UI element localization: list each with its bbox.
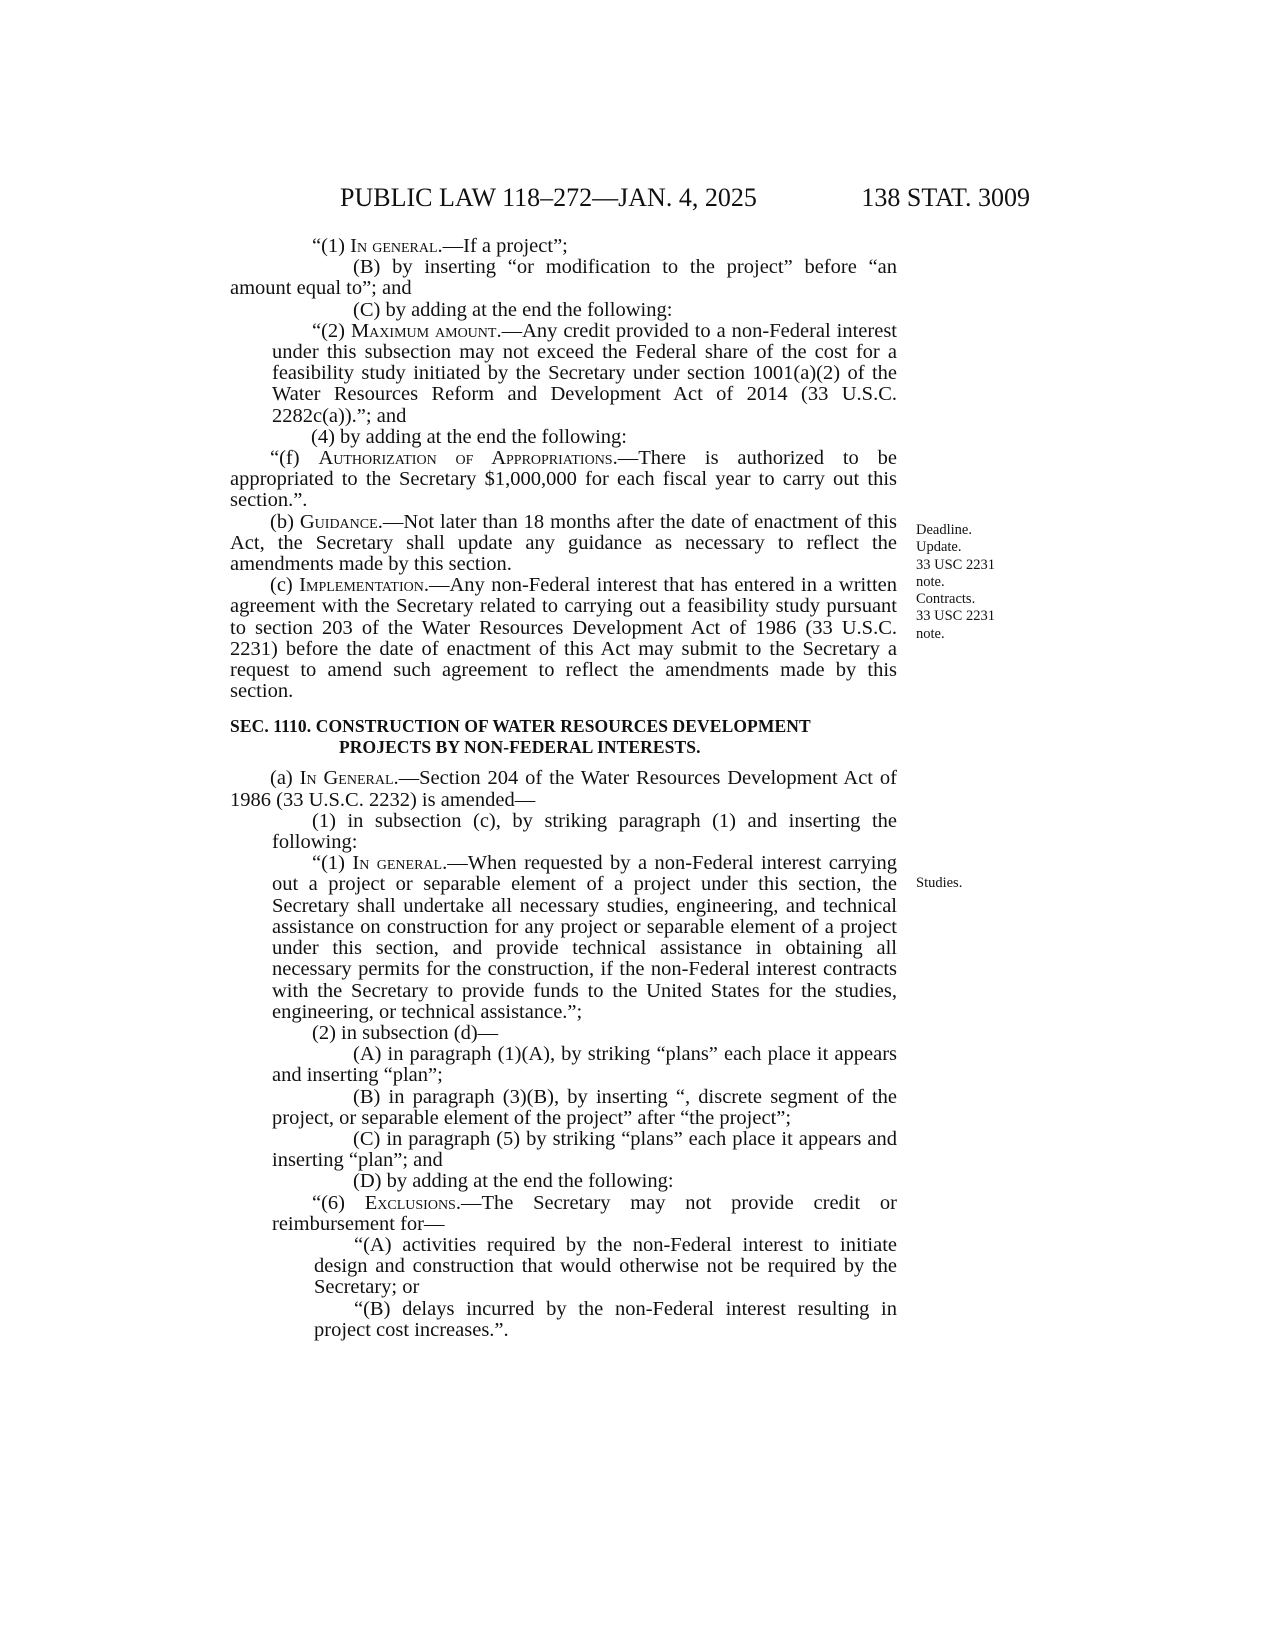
paragraph-d-adding: (D) by adding at the end the following: [353, 1170, 674, 1193]
margin-note-contracts: Contracts. 33 USC 2231 note. [916, 591, 995, 642]
paragraph-heading: Implementation [299, 574, 424, 597]
section-heading-line-2: PROJECTS BY NON-FEDERAL INTERESTS. [339, 737, 701, 758]
margin-note-deadline: Deadline. Update. 33 USC 2231 note. [916, 522, 995, 590]
paragraph-quoted-1-in-general-studies: “(1) In general.—When requested by a non-Federal interest carrying out a project or separable element of a project under this section, the Secretary shall undertake all necessary studies, engineering, and technical assistance on construction for any project or separable element of a project under this section, and provide technical assistance in obtaining all necessary permits for the construction, if the non-Federal interest contracts with the Secretary to provide funds to the United States for the studies, engineering, or technical assistance.”; [272, 852, 897, 1023]
body-text-column [230, 236, 897, 1341]
section-heading [230, 716, 897, 758]
paragraph-quoted-a-activities: “(A) activities required by the non-Federal interest to initiate design and construction that would otherwise not be required by the Secretary; or [314, 1233, 897, 1299]
paragraph-quoted-b-delays: “(B) delays incurred by the non-Federal interest resulting in project cost increases.”. [314, 1297, 897, 1341]
paragraph-c-plans: (C) in paragraph (5) by striking “plans” each place it appears and inserting “plan”; and [272, 1127, 897, 1172]
paragraph-quoted-f-authorization: “(f) Authorization of Appropriations.—There is authorized to be appropriated to the Secretary $1,000,000 for each fiscal year to carry out this section.”. [230, 447, 897, 512]
paragraph-heading: In general [352, 852, 443, 875]
paragraph-heading: Exclusions [364, 1191, 456, 1214]
paragraph-c-adding: (C) by adding at the end the following: [353, 298, 673, 321]
paragraph-b-discrete-segment: (B) in paragraph (3)(B), by inserting “, discrete segment of the project, or separable element of the project” after “the project”; [272, 1085, 897, 1129]
paragraph-heading: In general [350, 235, 438, 257]
paragraph-2-subsection-d: (2) in subsection (d)— [312, 1021, 499, 1044]
paragraph-b-inserting: (B) by inserting “or modification to the project” before “an amount equal to”; and [230, 256, 897, 300]
paragraph-heading: Authorization of Appropriations [318, 447, 613, 470]
paragraph-b-guidance: (b) Guidance.—Not later than 18 months after the date of enactment of this Act, the Secretary shall update any guidance as necessary to reflect the amendments made by this section. [230, 510, 897, 576]
margin-note-studies: Studies. [916, 875, 963, 891]
paragraph-1-subsection-c: (1) in subsection (c), by striking paragraph (1) and inserting the following: [272, 809, 897, 854]
header-title: PUBLIC LAW 118–272—JAN. 4, 2025 [340, 183, 757, 212]
paragraph-c-implementation: (c) Implementation.—Any non-Federal interest that has entered in a written agreement with the Secretary related to carrying out a feasibility study pursuant to section 203 of the Water Resources Development Act of 1986 (33 U.S.C. 2231) before the date of enactment of this Act may submit to the Secretary a request to amend such agreement to reflect the amendments made by this section. [230, 574, 897, 703]
paragraph-quoted-2-maximum-amount: “(2) Maximum amount.—Any credit provided to a non-Federal interest under this subsection may not exceed the Federal share of the cost for a feasibility study initiated by the Secretary under section 1001(a)(2) of the Water Resources Reform and Development Act of 2014 (33 U.S.C. 2282c(a)).”; and [272, 319, 897, 427]
paragraph-a-plans: (A) in paragraph (1)(A), by striking “plans” each place it appears and inserting “plan”; [272, 1043, 897, 1087]
paragraph-quoted-1-in-general: “(1) In general.—If a project”; [312, 235, 568, 257]
running-header [340, 178, 1030, 218]
paragraph-heading: Maximum amount [350, 319, 497, 342]
paragraph-heading: Guidance [299, 510, 378, 533]
paragraph-heading: In General [299, 767, 394, 790]
section-heading-line-1: SEC. 1110. CONSTRUCTION OF WATER RESOURCES DEVELOPMENT [230, 716, 811, 737]
paragraph-a-in-general: (a) In General.—Section 204 of the Water Resources Development Act of 1986 (33 U.S.C. 2232) is amended— [230, 767, 897, 811]
paragraph-4-adding: (4) by adding at the end the following: [311, 425, 627, 448]
header-page-reference: 138 STAT. 3009 [861, 183, 1030, 212]
paragraph-quoted-6-exclusions: “(6) Exclusions.—The Secretary may not provide credit or reimbursement for— [272, 1191, 897, 1235]
